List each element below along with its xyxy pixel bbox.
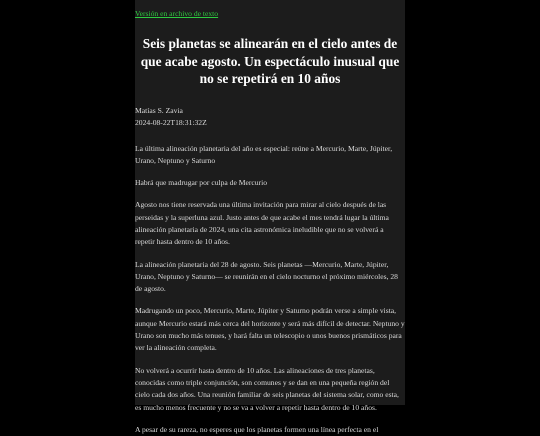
text-version-link[interactable]: Versión en archivo de texto: [135, 9, 219, 18]
article-paragraph: Madrugando un poco, Mercurio, Marte, Júpiter y Saturno podrán verse a simple vista, aunque Mercurio estará más cerca del horizonte y será más difícil de detectar. Neptuno y Urano son mucho más tenues, y hará falta un telescopio o unos buenos prismáticos para ver la alineación completa.: [135, 306, 405, 353]
author-name: Matías S. Zavia: [135, 105, 183, 115]
article-paragraph: Habrá que madrugar por culpa de Mercurio: [135, 178, 267, 188]
article-meta: [135, 105, 405, 129]
article-container: [135, 0, 405, 434]
publish-timestamp: 2024-08-22T18:31:32Z: [135, 117, 207, 127]
article-paragraph: La última alineación planetaria del año es especial: reúne a Mercurio, Marte, Júpiter, Urano, Neptuno y Saturno: [135, 143, 393, 165]
article-paragraph: Agosto nos tiene reservada una última invitación para mirar al cielo después de las perseidas y la superluna azul. Justo antes de que acabe el mes tendrá lugar la última alineación planetaria de 2024, una cita astronómica ineludible que no se volverá a repetir hasta dentro de 10 años.: [135, 200, 389, 247]
article-paragraph: La alineación planetaria del 28 de agosto. Seis planetas —Mercurio, Marte, Júpiter, Urano, Neptuno y Saturno— se reunirán en el cielo nocturno el próximo miércoles, 28 de agosto.: [135, 259, 398, 294]
article-title: Seis planetas se alinearán en el cielo antes de que acabe agosto. Un espectáculo inusual que no se repetirá en 10 años: [140, 36, 400, 86]
article-paragraph: No volverá a ocurrir hasta dentro de 10 años. Las alineaciones de tres planetas, conocidas como triple conjunción, son comunes y se dan en una pequeña región del cielo cada dos años. Una reunión familiar de seis planetas del sistema solar, como esta, es mucho menos frecuente y no se va a volver a repetir hasta dentro de 10 años.: [135, 365, 399, 412]
article-paragraph: A pesar de su rareza, no esperes que los planetas formen una línea perfecta en el: [135, 424, 379, 434]
